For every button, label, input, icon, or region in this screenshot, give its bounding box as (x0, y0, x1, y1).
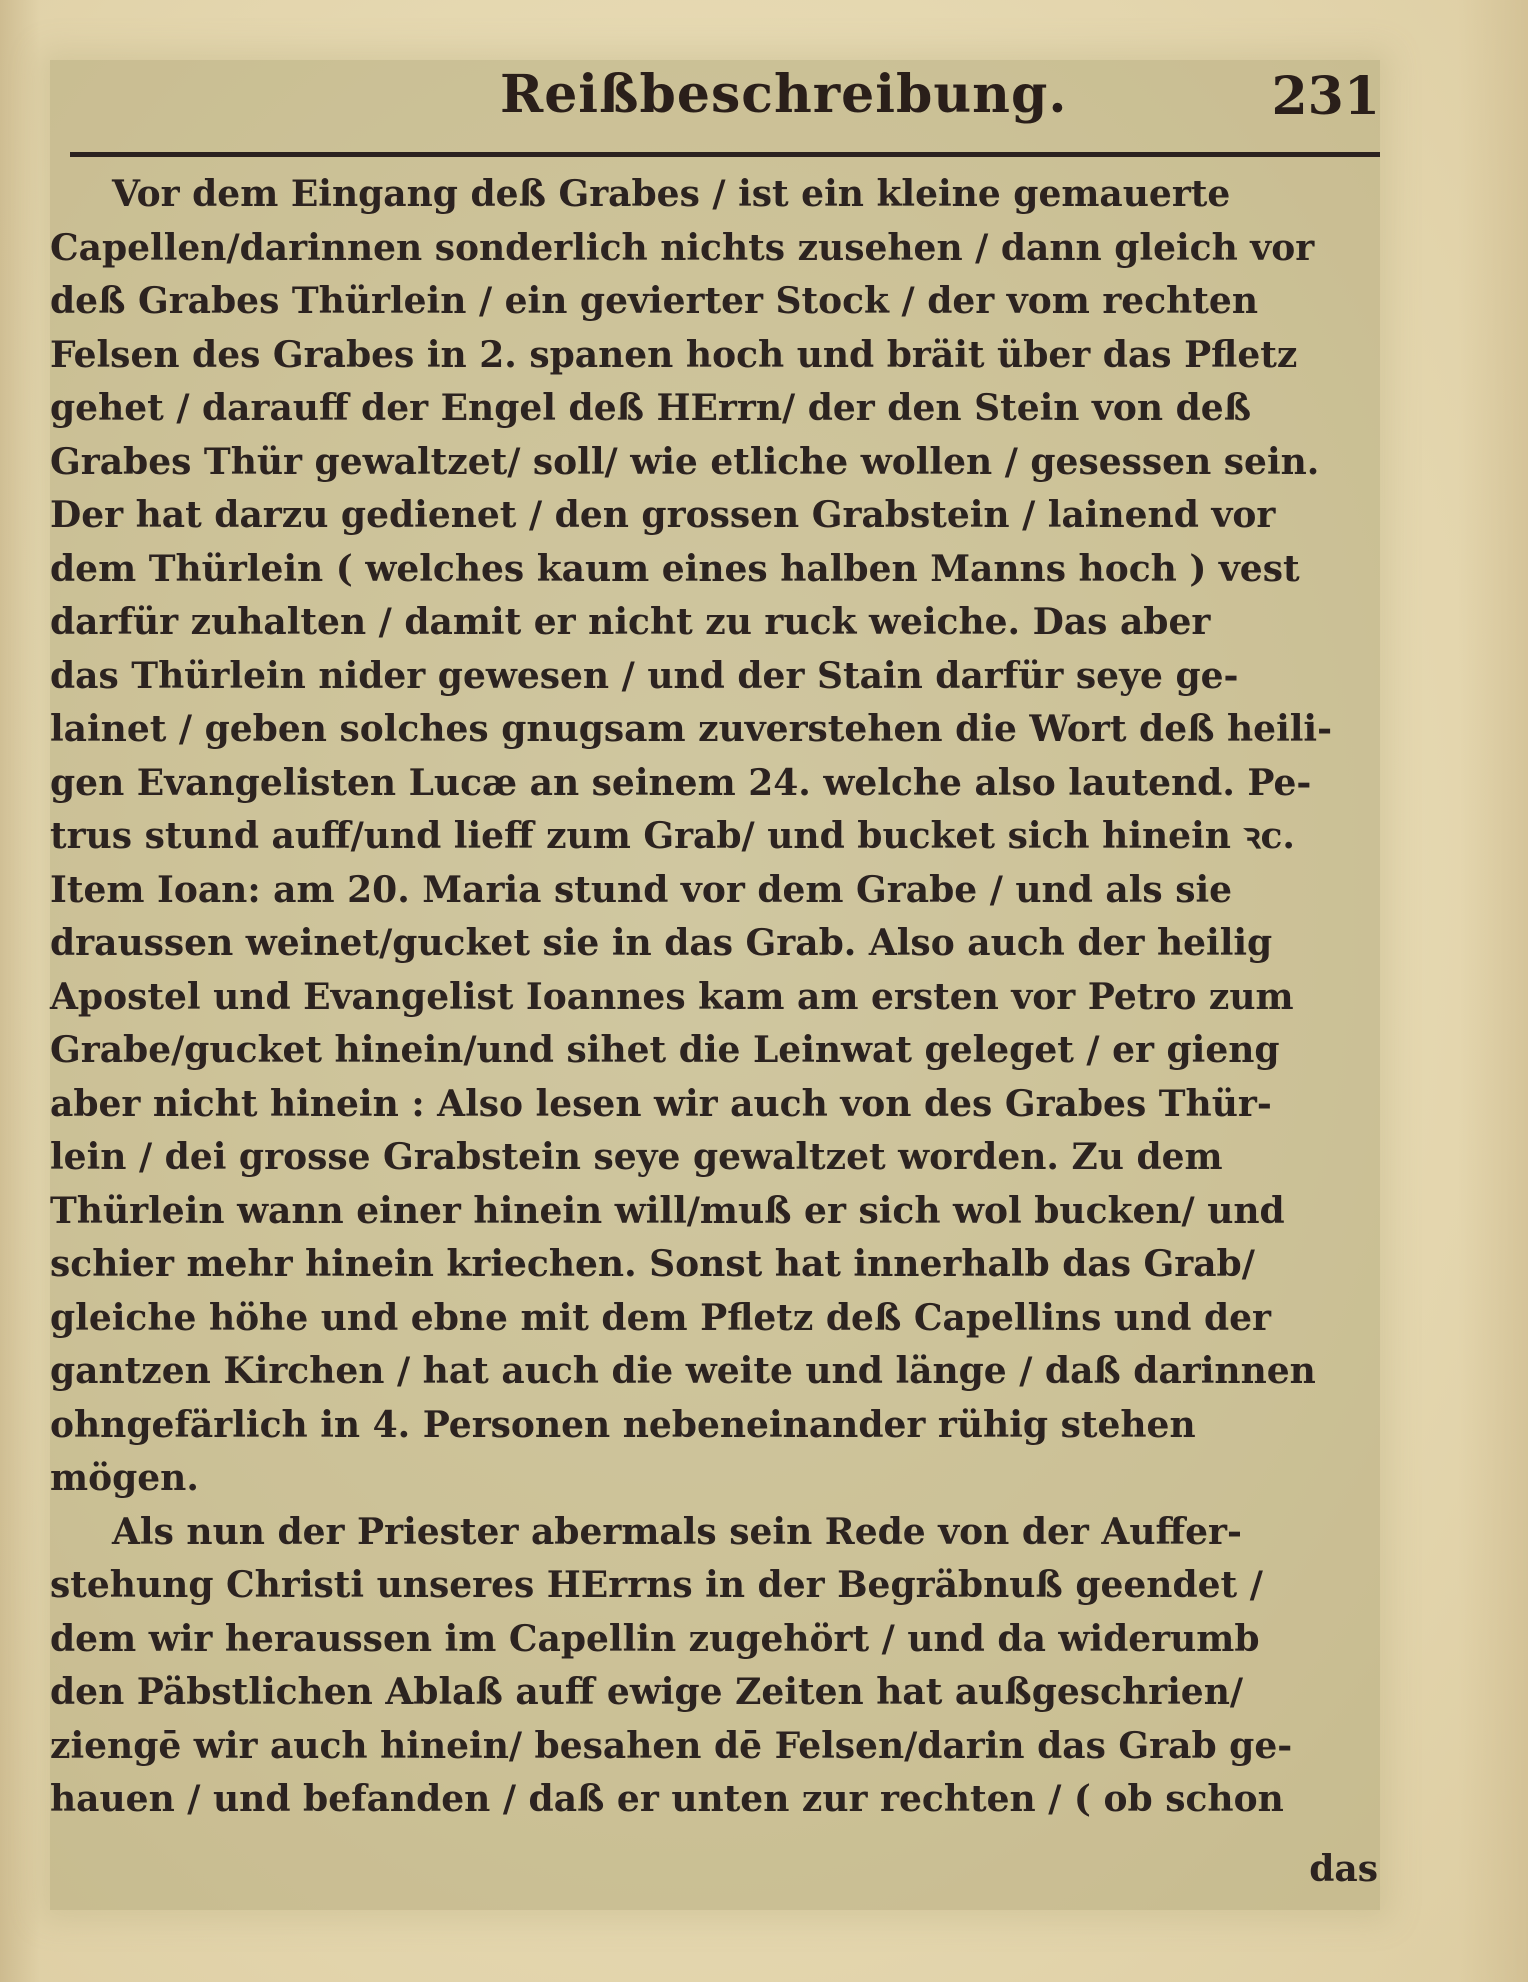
text-line: Vor dem Eingang deß Grabes / ist ein kleine gemauerte (112, 173, 1231, 215)
text-line: ziengē wir auch hinein/ besahen dē Felsen/darin das Grab ge- (50, 1724, 1293, 1767)
text-line: Thürlein wann einer hinein will/muß er sich wol bucken/ und (50, 1189, 1285, 1232)
text-line: ohngefärlich in 4. Personen nebeneinander rühig stehen (50, 1403, 1196, 1446)
page-number: 231 (1271, 66, 1380, 127)
text-line: mögen. (50, 1457, 199, 1499)
text-line: darfür zuhalten / damit er nicht zu ruck weiche. Das aber (50, 601, 1211, 643)
text-line: aber nicht hinein : Also lesen wir auch von des Grabes Thür- (50, 1082, 1272, 1125)
text-line: das Thürlein nider gewesen / und der Stain darfür seye ge- (50, 654, 1239, 697)
text-line: trus stund auff/und lieff zum Grab/ und bucket sich hinein ꝛc. (50, 815, 1295, 857)
text-line: Capellen/darinnen sonderlich nichts zusehen / dann gleich vor (50, 226, 1315, 269)
running-title: Reißbeschreibung. (500, 64, 1068, 125)
page-right-edge (1458, 0, 1528, 1982)
text-line: gehet / darauff der Engel deß HErrn/ der den Stein von deß (50, 387, 1252, 429)
text-line: dem Thürlein ( welches kaum eines halben Manns hoch ) vest (50, 547, 1300, 590)
text-line: deß Grabes Thürlein / ein gevierter Stock / der vom rechten (50, 280, 1259, 322)
text-line: lainet / geben solches gnugsam zuverstehen die Wort deß heili- (50, 708, 1333, 750)
text-line: Als nun der Priester abermals sein Rede von der Auffer- (112, 1510, 1242, 1553)
header-rule (70, 152, 1380, 157)
text-line: dem wir heraussen im Capellin zugehört / und da widerumb (50, 1617, 1260, 1660)
text-line: Felsen des Grabes in 2. spanen hoch und bräit über das Pfletz (50, 333, 1298, 376)
text-line: Grabe/gucket hinein/und sihet die Leinwat geleget / er gieng (50, 1029, 1280, 1071)
page-header (50, 64, 1380, 144)
text-line: Item Ioan: am 20. Maria stund vor dem Grabe / und als sie (50, 868, 1233, 911)
text-line: Grabes Thür gewaltzet/ soll/ wie etliche wollen / gesessen sein. (50, 440, 1320, 483)
body-text (50, 168, 1380, 1827)
text-line: Apostel und Evangelist Ioannes kam am ersten vor Petro zum (50, 975, 1294, 1018)
text-line: gen Evangelisten Lucæ an seinem 24. welche also lautend. Pe- (50, 761, 1312, 804)
catchword: das (1309, 1848, 1378, 1890)
page-left-edge (0, 0, 40, 1982)
text-line: den Päbstlichen Ablaß auff ewige Zeiten hat außgeschrien/ (50, 1671, 1244, 1713)
text-line: gantzen Kirchen / hat auch die weite und länge / daß darinnen (50, 1350, 1316, 1392)
text-line: schier mehr hinein kriechen. Sonst hat innerhalb das Grab/ (50, 1243, 1255, 1285)
text-line: stehung Christi unseres HErrns in der Begräbnuß geendet / (50, 1564, 1263, 1606)
text-line: gleiche höhe und ebne mit dem Pfletz deß Capellins und der (50, 1296, 1271, 1339)
text-line: Der hat darzu gedienet / den grossen Grabstein / lainend vor (50, 494, 1276, 536)
text-line: draussen weinet/gucket sie in das Grab. Also auch der heilig (50, 922, 1273, 964)
text-line: lein / dei grosse Grabstein seye gewaltzet worden. Zu dem (50, 1136, 1223, 1178)
text-line: hauen / und befanden / daß er unten zur rechten / ( ob schon (50, 1778, 1284, 1820)
